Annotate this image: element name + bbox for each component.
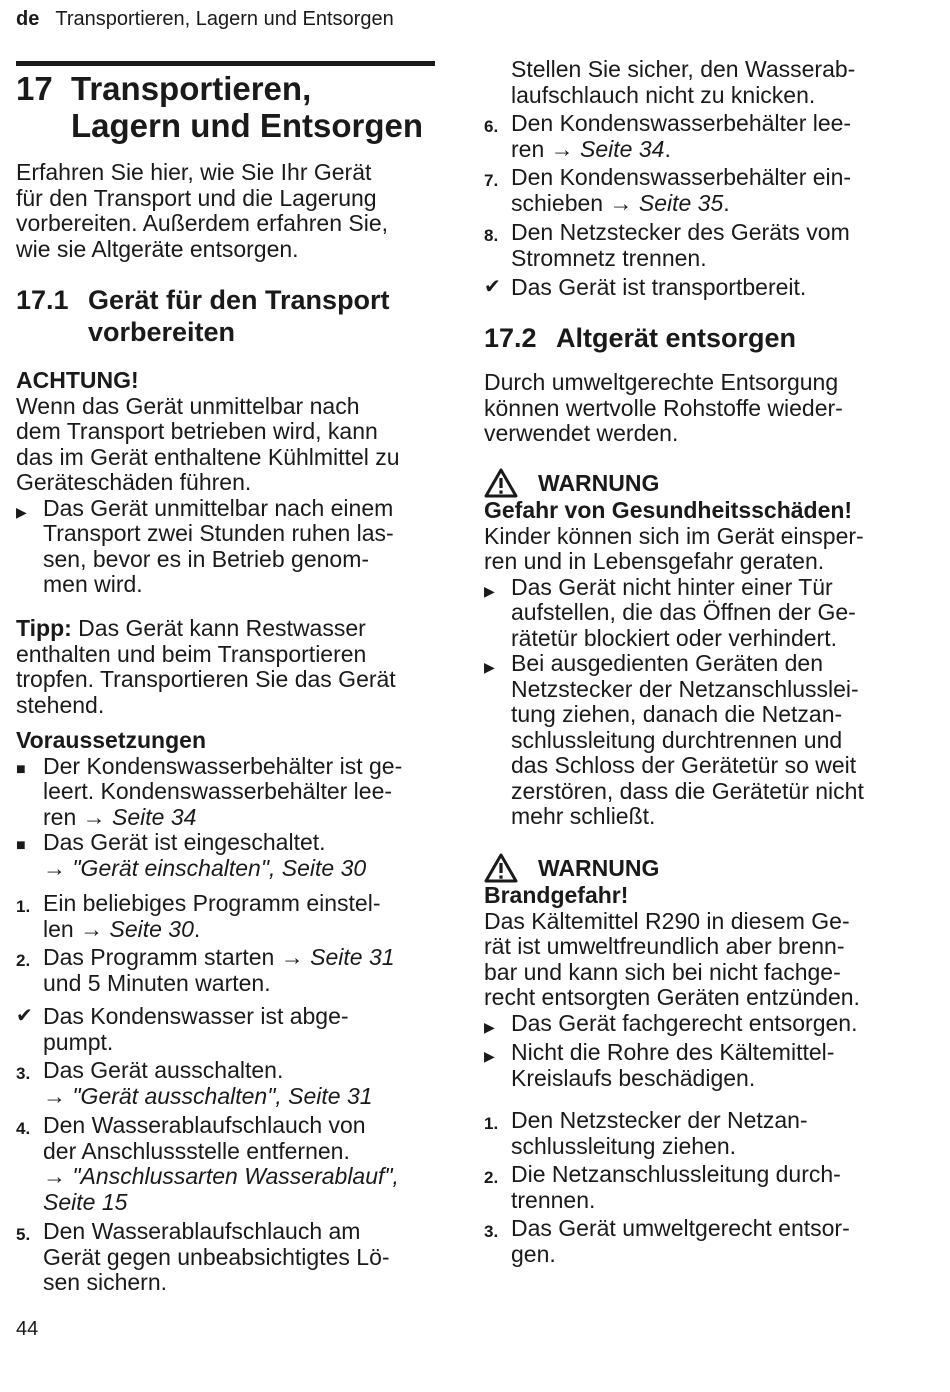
chapter-title-line: Transportieren,: [71, 70, 312, 107]
text-line: das im Gerät enthaltene Kühlmittel zu: [16, 443, 400, 470]
check-icon: ✔: [16, 1005, 33, 1027]
step-8: 8. Den Netzstecker des Geräts vom Stromnetz trennen.: [484, 219, 850, 271]
check-icon: ✔: [484, 276, 501, 298]
disposal-step-1: 1. Den Netzstecker der Netzan- schlussleitung ziehen.: [484, 1107, 808, 1159]
action-item: ▶ Das Gerät nicht hinter einer Tür aufstellen, die das Öffnen der Ge- rätetür blockiert oder verhindert.: [484, 573, 856, 651]
text-line: wie sie Altgeräte entsorgen.: [16, 235, 299, 262]
disposal-step-3: 3. Das Gerät umweltgerecht entsor- gen.: [484, 1215, 850, 1267]
step-number: 3.: [484, 1222, 499, 1241]
arrow-icon: →: [80, 915, 104, 942]
warning-label: WARNUNG: [538, 470, 660, 496]
warning-header: [484, 468, 924, 498]
warning-label: WARNUNG: [538, 855, 660, 881]
triangle-bullet-icon: ▶: [484, 1048, 495, 1064]
tip-paragraph: [16, 616, 441, 718]
page-reference-link[interactable]: "Gerät einschalten", Seite 30: [72, 854, 367, 881]
warning-triangle-icon: [484, 468, 518, 498]
text-line: enthalten und beim Transportieren: [16, 640, 367, 667]
section-2-intro: Durch umweltgerechte Entsorgung können wertvolle Rohstoffe wieder- verwendet werden.: [484, 369, 843, 446]
prerequisites: [16, 728, 441, 881]
warning-fire: WARNUNG Brandgefahr! Das Kältemittel R290 in diesem Ge- rät ist umweltfreundlich aber brenn- bar und kann sich bei nicht fachge- recht entsorgten Geräten entzünden. ▶ Das Gerät fachgerecht entsorgen. ▶ Nicht die Rohre des Kältemittel- Kreislaufs beschädigen.: [484, 853, 924, 1091]
text-line: Erfahren Sie hier, wie Sie Ihr Gerät: [16, 159, 372, 185]
running-header: [16, 8, 394, 31]
square-bullet-icon: ■: [16, 837, 26, 854]
step-number: 3.: [16, 1064, 31, 1083]
page-reference-link[interactable]: Seite 30: [109, 915, 194, 942]
warning-triangle-icon: [484, 853, 518, 883]
result-2: ✔ Das Gerät ist transportbereit.: [484, 274, 807, 300]
step-number: 2.: [484, 1168, 499, 1187]
intro-paragraph: [16, 160, 441, 262]
warning-header: [484, 853, 924, 883]
step-number: 2.: [16, 951, 31, 970]
section-title-17-2: [484, 322, 924, 354]
step-4: 4. Den Wasserablaufschlauch von der Anschlussstelle entfernen. → "Anschlussarten Wasserablauf", Seite 15: [16, 1112, 399, 1215]
step-number: 6.: [484, 117, 499, 136]
arrow-icon: →: [43, 854, 66, 881]
section-title-line: vorbereiten: [88, 317, 236, 347]
arrow-icon: →: [43, 1082, 66, 1109]
step-number: 1.: [16, 897, 31, 916]
section-title-line: Gerät für den Transport: [88, 285, 390, 315]
square-bullet-icon: ■: [16, 760, 26, 778]
triangle-bullet-icon: ▶: [484, 582, 495, 599]
page-reference-link[interactable]: Seite 34: [112, 803, 197, 830]
action-item: ▶ Nicht die Rohre des Kältemittel- Kreislaufs beschädigen.: [484, 1039, 835, 1091]
page-reference-link[interactable]: "Anschlussarten Wasserablauf",: [72, 1163, 399, 1189]
step-1: 1. Ein beliebiges Programm einstel- len → Seite 30.: [16, 890, 381, 942]
tip-label: Tipp:: [16, 615, 72, 641]
warning-title: Brandgefahr!: [484, 882, 629, 908]
arrow-icon: →: [609, 189, 633, 216]
warning-title: Gefahr von Gesundheitsschäden!: [484, 497, 853, 523]
step-2: 2. Das Programm starten → Seite 31 und 5 Minuten warten.: [16, 944, 395, 996]
action-item: ▶ Das Gerät unmittelbar nach einem Transport zwei Stunden ruhen las- sen, bevor es in Betrieb genom- men wird.: [16, 494, 394, 597]
text-line: stehend.: [16, 691, 105, 718]
chapter-title-line: Lagern und Entsorgen: [71, 107, 424, 144]
action-item: ▶ Bei ausgedienten Geräten den Netzstecker der Netzanschlusslei- tung ziehen, danach die Netzan- schlussleitung durchtrennen und das Schloss der Gerätetür so weit zerstören, dass die Gerätetür nicht mehr schließt.: [484, 650, 864, 829]
text-line: für den Transport und die Lagerung: [16, 184, 377, 211]
step-number: 4.: [16, 1119, 31, 1138]
arrow-icon: →: [550, 135, 574, 162]
text-line: Geräteschäden führen.: [16, 469, 252, 495]
text-line: dem Transport betrieben wird, kann: [16, 418, 378, 444]
page-reference-link[interactable]: Seite 31: [310, 944, 395, 970]
text-line: Wenn das Gerät unmittelbar nach: [16, 392, 360, 419]
caution-title: ACHTUNG!: [16, 367, 139, 393]
header-title: Transportieren, Lagern und Entsorgen: [55, 8, 394, 30]
prerequisites-title: Voraussetzungen: [16, 727, 206, 753]
list-item: ■ Der Kondenswasserbehälter ist ge- leert. Kondenswasserbehälter lee- ren → Seite 34: [16, 752, 403, 830]
step-6: 6. Den Kondenswasserbehälter lee- ren → Seite 34.: [484, 110, 852, 162]
triangle-bullet-icon: ▶: [484, 1018, 495, 1035]
section-number: 17.1: [16, 285, 69, 315]
language-code: de: [16, 8, 40, 30]
arrow-icon: →: [82, 803, 106, 830]
step-number: 7.: [484, 171, 499, 190]
section-title-line: Altgerät entsorgen: [556, 323, 797, 353]
step-number: 5.: [16, 1225, 31, 1244]
text-line: Das Gerät kann Restwasser: [71, 615, 366, 641]
step-7: 7. Den Kondenswasserbehälter ein- schieben → Seite 35.: [484, 164, 852, 216]
triangle-bullet-icon: ▶: [484, 659, 495, 675]
arrow-icon: →: [280, 944, 304, 970]
chapter-rule: [16, 61, 435, 66]
section-number: 17.2: [484, 323, 537, 353]
step-number: 1.: [484, 1114, 499, 1133]
result-1: ✔ Das Kondenswasser ist abge- pumpt.: [16, 1003, 349, 1055]
page-number: 44: [16, 1318, 39, 1340]
disposal-step-2: 2. Die Netzanschlussleitung durch- trennen.: [484, 1161, 841, 1213]
arrow-icon: →: [43, 1163, 66, 1189]
warning-health: WARNUNG Gefahr von Gesundheitsschäden! Kinder können sich im Gerät einsper- ren und in Lebensgefahr geraten. ▶ Das Gerät nicht hinter einer Tür aufstellen, die das Öffnen der Ge- rätetür blockiert oder verhindert. ▶ Bei ausgedienten Geräten den Netzstecker der Netzanschlusslei- tung ziehen, danach die Netzan- schlussleitung durchtrennen und das Schloss der Gerätetür so weit zerstören, dass die Gerätetür nicht mehr schließt.: [484, 468, 924, 830]
page-reference-link[interactable]: Seite 35: [638, 189, 724, 216]
page-reference-link[interactable]: "Gerät ausschalten", Seite 31: [72, 1082, 373, 1109]
page-reference-link[interactable]: Seite 34: [580, 135, 665, 162]
page-reference-link[interactable]: Seite 15: [43, 1188, 128, 1215]
step-5: 5. Den Wasserablaufschlauch am Gerät gegen unbeabsichtigtes Lö- sen sichern.: [16, 1218, 390, 1295]
triangle-bullet-icon: ▶: [16, 503, 27, 520]
chapter-number: 17: [16, 70, 53, 107]
step-5-continued: Stellen Sie sicher, den Wasserab- laufschlauch nicht zu knicken.: [511, 56, 856, 108]
section-title-17-1: [16, 284, 441, 348]
step-3: 3. Das Gerät ausschalten. → "Gerät ausschalten", Seite 31: [16, 1057, 373, 1109]
list-item: ■ Das Gerät ist eingeschaltet. → "Gerät einschalten", Seite 30: [16, 829, 367, 881]
text-line: vorbereiten. Außerdem erfahren Sie,: [16, 210, 389, 236]
action-item: ▶ Das Gerät fachgerecht entsorgen.: [484, 1011, 924, 1041]
text-line: tropfen. Transportieren Sie das Gerät: [16, 666, 396, 692]
chapter-title: [16, 70, 441, 144]
caution-notice: [16, 368, 441, 598]
step-number: 8.: [484, 226, 499, 245]
